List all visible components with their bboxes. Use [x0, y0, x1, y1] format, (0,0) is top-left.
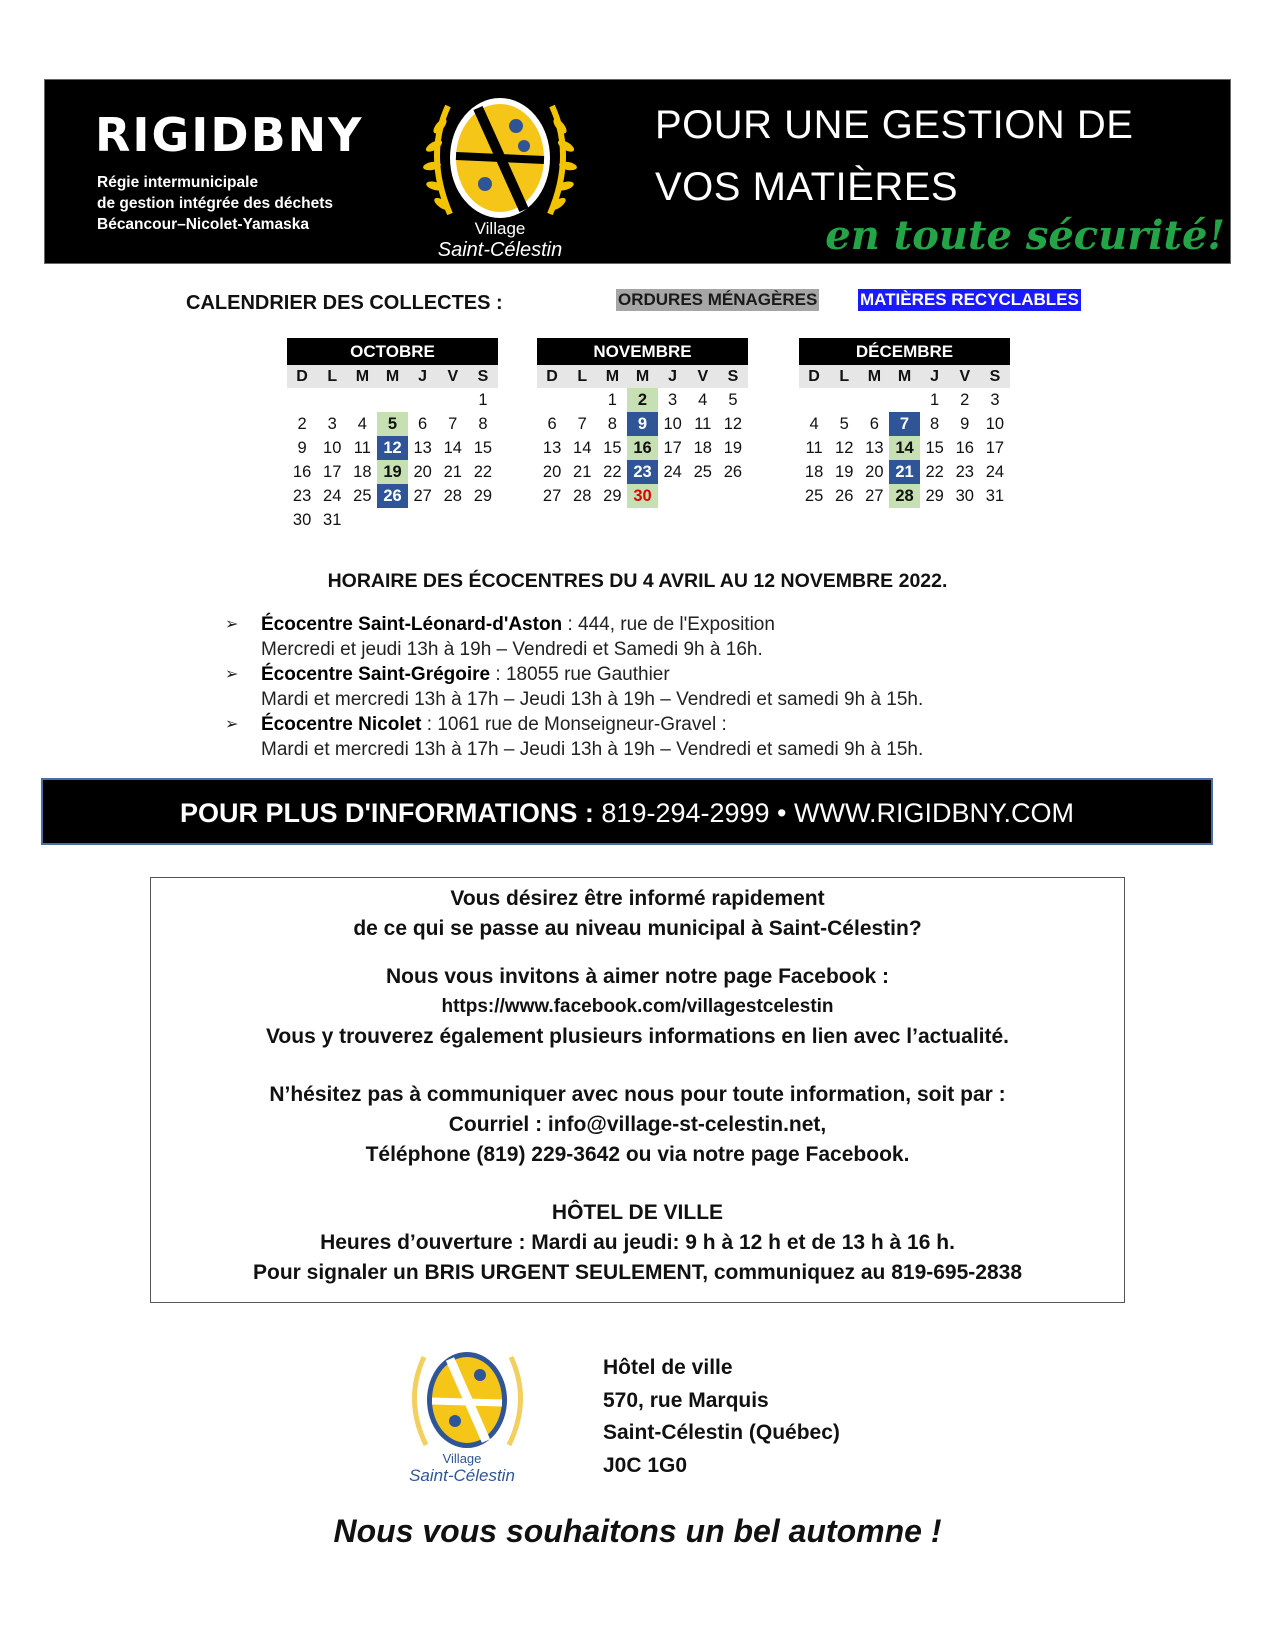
calendar-empty-cell [889, 388, 919, 412]
calendar-day: 6 [418, 415, 428, 433]
weekday-label: M [635, 368, 650, 385]
weekday-label: M [385, 368, 400, 385]
calendar-day: 31 [985, 487, 1005, 505]
ecocentre-item [225, 712, 1125, 762]
calendar-day: 15 [473, 439, 493, 457]
header-banner [44, 79, 1231, 264]
calendar-day: 28 [889, 484, 919, 508]
calendar-day: 19 [723, 439, 743, 457]
month-name: NOVEMBRE [537, 338, 748, 365]
slogan-line: VOS MATIÈRES [655, 165, 959, 209]
calendar-day: 5 [839, 415, 849, 433]
weekday-label: M [897, 368, 912, 385]
calendar-empty-cell [438, 508, 468, 532]
week-row [799, 460, 1010, 484]
address-block [603, 1352, 840, 1482]
calendar-day: 9 [960, 415, 970, 433]
weekday-label: S [727, 368, 739, 385]
calendar-day: 24 [663, 463, 682, 481]
calendar-empty-cell [658, 484, 688, 508]
email-line[interactable]: Courriel : info@village-st-celestin.net, [448, 1113, 827, 1136]
info-line: Nous vous invitons à aimer notre page Facebook : [386, 965, 889, 988]
calendar-day: 28 [443, 487, 462, 505]
month-name: DÉCEMBRE [799, 338, 1010, 365]
calendar-day: 6 [547, 415, 557, 433]
calendar-day: 29 [603, 487, 622, 505]
calendar-day: 19 [835, 463, 854, 481]
week-row [287, 436, 498, 460]
calendar-day: 15 [925, 439, 944, 457]
calendar-day: 16 [627, 436, 657, 460]
ecocentre-address: : 18055 rue Gauthier [490, 664, 670, 685]
calendar-day: 26 [377, 484, 407, 508]
calendar-day: 25 [804, 487, 824, 505]
calendar-day: 24 [323, 487, 342, 505]
weekday-label: M [605, 368, 620, 385]
calendar-day: 8 [478, 415, 488, 433]
month-name: OCTOBRE [287, 338, 498, 365]
closing-message: Nous vous souhaitons un bel automne ! [333, 1513, 942, 1549]
calendar-month-october [287, 338, 498, 532]
calendar-day: 30 [955, 487, 974, 505]
calendar-day: 23 [292, 487, 312, 505]
calendar-day: 22 [603, 463, 622, 481]
emblem-caption-village: Village [474, 219, 526, 238]
calendar-day: 4 [357, 415, 367, 433]
hotel-title: HÔTEL DE VILLE [551, 1201, 724, 1224]
calendar-day: 25 [693, 463, 712, 481]
week-row [287, 460, 498, 484]
calendar-month-november [537, 338, 748, 508]
calendar-empty-cell [408, 388, 438, 412]
calendar-day: 1 [607, 391, 617, 409]
info-bar-contact[interactable]: 819-294-2999 • WWW.RIGIDBNY.COM [593, 798, 1074, 828]
calendar-day: 17 [323, 463, 342, 481]
calendar-empty-cell [688, 484, 718, 508]
ecocentre-item [225, 662, 1125, 712]
calendar-empty-cell [377, 388, 407, 412]
address-line: J0C 1G0 [603, 1453, 688, 1477]
calendar-day: 26 [723, 463, 743, 481]
calendar-day: 7 [448, 415, 458, 433]
ecocentre-name: Écocentre Saint-Léonard-d'Aston [261, 614, 563, 635]
calendar-day: 25 [353, 487, 372, 505]
calendar-day: 20 [542, 463, 562, 481]
calendar-day: 16 [955, 439, 974, 457]
ecocentre-hours: Mardi et mercredi 13h à 17h – Jeudi 13h à 19h – Vendredi et samedi 9h à 15h. [261, 739, 924, 760]
calendar-day: 7 [577, 415, 587, 433]
calendar-day: 20 [865, 463, 884, 481]
calendar-empty-cell [287, 388, 317, 412]
weekday-label: L [577, 368, 588, 385]
info-line: de ce qui se passe au niveau municipal à Saint-Célestin? [353, 917, 922, 940]
slogan-script: en toute sécurité! [825, 212, 1225, 259]
info-line: Vous y trouverez également plusieurs informations en lien avec l’actualité. [265, 1025, 1009, 1048]
week-row [537, 484, 748, 508]
address-line: 570, rue Marquis [603, 1388, 769, 1412]
calendar-day: 30 [292, 511, 312, 529]
calendar-day: 4 [698, 391, 708, 409]
calendar-day: 8 [607, 415, 617, 433]
calendar-day: 18 [804, 463, 824, 481]
info-box [150, 877, 1125, 1303]
ecocentre-address: : 1061 rue de Monseigneur-Gravel : [421, 714, 727, 735]
calendar-empty-cell [468, 508, 498, 532]
calendar-day: 13 [413, 439, 432, 457]
calendar-title: CALENDRIER DES COLLECTES : [186, 292, 503, 314]
arrow-bullet-icon: ➢ [225, 666, 239, 683]
calendar-day: 17 [985, 439, 1005, 457]
calendar-day: 10 [663, 415, 682, 433]
calendar-day: 12 [835, 439, 854, 457]
weekday-label: J [930, 368, 940, 385]
ecocentre-hours: Mardi et mercredi 13h à 17h – Jeudi 13h à 19h – Vendredi et samedi 9h à 15h. [261, 689, 924, 710]
week-row [537, 436, 748, 460]
week-row [799, 412, 1010, 436]
calendar-day: 21 [889, 460, 919, 484]
ecocentre-address: : 444, rue de l'Exposition [562, 614, 775, 635]
calendar-empty-cell [829, 388, 859, 412]
calendar-day: 22 [925, 463, 944, 481]
weekday-label: D [296, 368, 308, 385]
weekday-label: M [867, 368, 882, 385]
weekday-label: M [355, 368, 370, 385]
calendar-day: 2 [960, 391, 970, 409]
arrow-bullet-icon: ➢ [225, 716, 239, 733]
calendar-day: 27 [865, 487, 884, 505]
calendar-day: 27 [413, 487, 432, 505]
calendar-empty-cell [347, 388, 377, 412]
week-row [537, 412, 748, 436]
calendar-empty-cell [567, 388, 597, 412]
ecocentre-hours: Mercredi et jeudi 13h à 19h – Vendredi et Samedi 9h à 16h. [261, 639, 763, 660]
org-subtitle-line: Bécancour–Nicolet-Yamaska [97, 216, 309, 233]
calendar-day: 13 [865, 439, 884, 457]
calendar-empty-cell [317, 388, 347, 412]
weekday-label: L [839, 368, 850, 385]
urgent-line: Pour signaler un BRIS URGENT SEULEMENT, communiquez au 819-695-2838 [252, 1261, 1022, 1284]
emblem-caption-village: Village [442, 1451, 482, 1466]
calendar-day: 27 [542, 487, 562, 505]
calendar-day: 5 [728, 391, 738, 409]
info-bar-label: POUR PLUS D'INFORMATIONS : [179, 798, 594, 828]
calendar-day: 29 [925, 487, 944, 505]
calendar-day: 16 [292, 463, 312, 481]
weekday-header-row [287, 365, 498, 388]
ecocentre-name: Écocentre Saint-Grégoire [261, 664, 491, 685]
calendar-day: 10 [985, 415, 1005, 433]
arrow-bullet-icon: ➢ [225, 616, 239, 633]
calendar-empty-cell [718, 484, 748, 508]
weekday-label: D [546, 368, 558, 385]
calendar-day: 9 [627, 412, 657, 436]
weekday-label: V [959, 368, 971, 385]
info-bar-text [43, 798, 1211, 828]
calendar-day: 23 [627, 460, 657, 484]
calendar-day: 7 [889, 412, 919, 436]
calendar-day: 12 [723, 415, 743, 433]
weekday-label: V [697, 368, 709, 385]
legend-ordures: ORDURES MÉNAGÈRES [618, 290, 818, 309]
calendar-day: 18 [693, 439, 712, 457]
calendar-day: 4 [809, 415, 819, 433]
week-row [287, 484, 498, 508]
weekday-label: L [327, 368, 338, 385]
calendar-day: 13 [542, 439, 562, 457]
calendar-day: 29 [473, 487, 493, 505]
calendar-day: 6 [869, 415, 879, 433]
calendar-day: 14 [443, 439, 462, 457]
calendar-day: 1 [478, 391, 488, 409]
calendar-empty-cell [408, 508, 438, 532]
weekday-label: V [447, 368, 459, 385]
calendar-month-december [799, 338, 1010, 508]
weekday-label: S [477, 368, 489, 385]
weekday-label: S [989, 368, 1001, 385]
week-row [537, 388, 748, 412]
laurel-emblem-icon [420, 86, 580, 261]
ecocentres-title: HORAIRE DES ÉCOCENTRES DU 4 AVRIL AU 12 NOVEMBRE 2022. [327, 570, 948, 592]
calendar-empty-cell [537, 388, 567, 412]
calendar-day: 15 [603, 439, 622, 457]
calendar-day: 11 [694, 415, 712, 433]
slogan-line: POUR UNE GESTION DE [655, 103, 1134, 147]
week-row [799, 388, 1010, 412]
facebook-link[interactable]: https://www.facebook.com/villagestcelestin [441, 996, 834, 1017]
calendar-day: 14 [889, 436, 919, 460]
calendar-day: 12 [377, 436, 407, 460]
ecocentre-name: Écocentre Nicolet [261, 714, 422, 735]
ecocentres-list [225, 612, 1125, 762]
info-line: N’hésitez pas à communiquer avec nous pour toute information, soit par : [269, 1083, 1006, 1106]
calendar-day: 11 [353, 439, 371, 457]
calendar-day: 24 [985, 463, 1005, 481]
info-bar [41, 778, 1213, 845]
address-line: Saint-Célestin (Québec) [603, 1421, 840, 1444]
calendar-day: 9 [297, 439, 307, 457]
org-logo-text: RIGIDBNY [95, 108, 364, 162]
calendar-day: 3 [668, 391, 678, 409]
calendar-day: 3 [990, 391, 1000, 409]
calendar-day: 2 [627, 388, 657, 412]
ecocentre-item [225, 612, 1125, 662]
calendar-empty-cell [799, 388, 829, 412]
calendar-day: 2 [297, 415, 307, 433]
laurel-emblem-icon [400, 1345, 535, 1485]
weekday-label: J [418, 368, 428, 385]
org-subtitle [97, 172, 407, 235]
info-line: Vous désirez être informé rapidement [450, 887, 825, 910]
calendar-day: 26 [835, 487, 854, 505]
week-row [537, 460, 748, 484]
calendar-day: 17 [663, 439, 682, 457]
week-row [287, 412, 498, 436]
calendar-day: 21 [443, 463, 462, 481]
calendar-day: 30 [627, 484, 657, 508]
calendar-day: 19 [377, 460, 407, 484]
calendar-empty-cell [859, 388, 889, 412]
weekday-header-row [799, 365, 1010, 388]
org-subtitle-line: Régie intermunicipale [97, 174, 259, 191]
calendar-day: 1 [930, 391, 940, 409]
legend-recyclables: MATIÈRES RECYCLABLES [860, 290, 1079, 309]
weekday-label: J [668, 368, 678, 385]
calendar-day: 14 [573, 439, 592, 457]
calendar-empty-cell [438, 388, 468, 412]
week-row [799, 484, 1010, 508]
slogan-text [655, 94, 1215, 218]
calendar-day: 5 [377, 412, 407, 436]
org-subtitle-line: de gestion intégrée des déchets [97, 195, 334, 212]
weekday-label: D [808, 368, 820, 385]
calendar-day: 8 [930, 415, 940, 433]
week-row [287, 388, 498, 412]
calendar-day: 31 [323, 511, 342, 529]
calendar-day: 10 [323, 439, 342, 457]
calendar-day: 18 [353, 463, 372, 481]
emblem-caption-name: Saint-Célestin [437, 239, 563, 261]
weekday-header-row [537, 365, 748, 388]
emblem-caption-name: Saint-Célestin [409, 1466, 515, 1485]
calendar-empty-cell [377, 508, 407, 532]
week-row [799, 436, 1010, 460]
calendar-day: 3 [327, 415, 337, 433]
calendar-day: 28 [573, 487, 592, 505]
calendar-day: 11 [805, 439, 823, 457]
village-emblem-logo-small [400, 1345, 535, 1485]
week-row [287, 508, 498, 532]
calendar-day: 22 [473, 463, 493, 481]
phone-line: Téléphone (819) 229-3642 ou via notre page Facebook. [365, 1143, 910, 1166]
village-emblem-logo [420, 86, 580, 261]
calendar-empty-cell [347, 508, 377, 532]
hours-line: Heures d’ouverture : Mardi au jeudi: 9 h à 12 h et de 13 h à 16 h. [320, 1231, 955, 1254]
calendar-day: 23 [955, 463, 974, 481]
address-line: Hôtel de ville [603, 1356, 733, 1379]
calendar-day: 20 [413, 463, 432, 481]
calendar-day: 21 [573, 463, 592, 481]
